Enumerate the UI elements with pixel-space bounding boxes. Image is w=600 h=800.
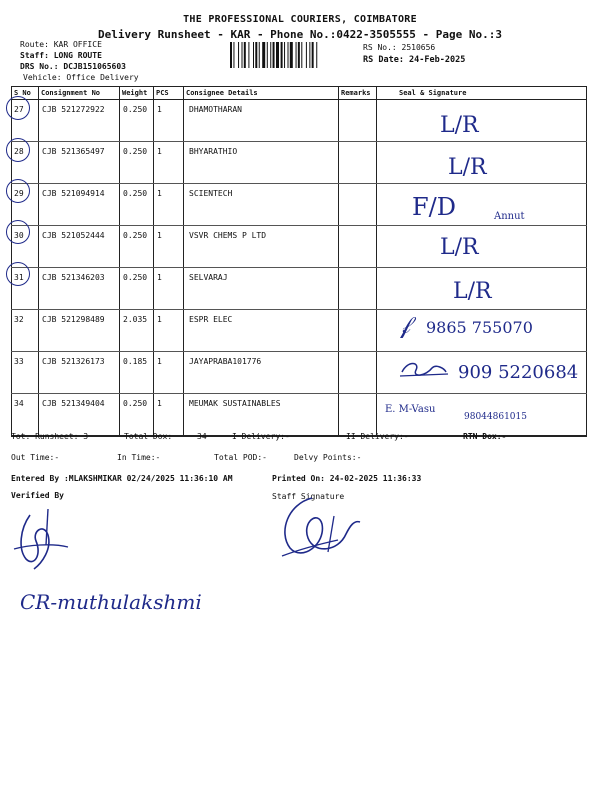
row-consignment: CJB 521349404	[39, 394, 120, 437]
row-consignee: DHAMOTHARAN	[184, 100, 339, 142]
table-row	[12, 100, 587, 142]
barcode-bar	[242, 42, 243, 68]
handwritten-name: E. M-Vasu	[385, 404, 436, 415]
printed-on: Printed On: 24-02-2025 11:36:33	[272, 474, 422, 483]
table-row	[12, 142, 587, 184]
barcode-bar	[267, 42, 268, 68]
row-circle-mark	[6, 220, 30, 244]
row-consignee: BHYARATHIO	[184, 142, 339, 184]
column-header-remarks: Remarks	[339, 87, 377, 100]
barcode-bar	[316, 42, 317, 68]
barcode-bar	[244, 42, 246, 68]
row-remarks	[339, 394, 377, 437]
barcode-bar	[301, 42, 302, 68]
row-consignment: CJB 521052444	[39, 226, 120, 268]
row-consignee: JAYAPRABA101776	[184, 352, 339, 394]
out-time: Out Time:-	[11, 453, 60, 462]
handwritten-name: Annut	[494, 211, 525, 222]
total-dox-label: Total Dox:	[124, 432, 173, 441]
route-label: Route: KAR OFFICE	[20, 40, 102, 49]
row-sno: 29	[12, 184, 39, 226]
row-remarks	[339, 226, 377, 268]
row-circle-mark	[6, 262, 30, 286]
column-header-weight: Weight	[120, 87, 154, 100]
row-consignee: MEUMAK SUSTAINABLES	[184, 394, 339, 437]
row-pcs: 1	[154, 100, 184, 142]
row-weight: 0.250	[120, 184, 154, 226]
row-sno: 32	[12, 310, 39, 352]
column-header-sno: S No	[12, 87, 39, 100]
delvy-points: Delvy Points:-	[294, 453, 362, 462]
handwritten-remark: L/R	[440, 113, 479, 138]
handwritten-remark: L/R	[440, 235, 479, 260]
staff-label: Staff: LONG ROUTE	[20, 51, 102, 60]
row-sno: 30	[12, 226, 39, 268]
row-consignment: CJB 521272922	[39, 100, 120, 142]
barcode-bar	[312, 42, 314, 68]
total-pod: Total POD:-	[214, 453, 267, 462]
row-remarks	[339, 184, 377, 226]
staff-signature-label: Staff Signature	[272, 492, 345, 501]
barcode-bar	[296, 42, 297, 68]
row-remarks	[339, 352, 377, 394]
rs-date: RS Date: 24-Feb-2025	[363, 55, 466, 65]
in-time: In Time:-	[117, 453, 161, 462]
barcode-bar	[306, 42, 307, 68]
barcode-bar	[298, 42, 300, 68]
barcode-bar	[230, 42, 232, 68]
rtn-dox: RTN Dox:-	[463, 432, 507, 441]
handwritten-phone: 9865 755070	[426, 318, 533, 337]
column-header-consignment: Consignment No	[39, 87, 120, 100]
row-signature	[377, 100, 587, 142]
barcode	[230, 42, 352, 68]
barcode-bar	[273, 42, 275, 68]
row-consignee: ESPR ELEC	[184, 310, 339, 352]
row-sno: 33	[12, 352, 39, 394]
barcode-bar	[238, 42, 239, 68]
table-header-row	[12, 87, 587, 100]
row-pcs: 1	[154, 184, 184, 226]
i-delivery: I Delivery:-	[232, 432, 290, 441]
barcode-bar	[290, 42, 293, 68]
verifier-signature	[8, 505, 78, 575]
row-remarks	[339, 100, 377, 142]
row-consignment: CJB 521094914	[39, 184, 120, 226]
rs-number: RS No.: 2510656	[363, 43, 436, 52]
handwritten-remark: F/D	[412, 193, 456, 221]
row-pcs: 1	[154, 310, 184, 352]
barcode-bar	[262, 42, 265, 68]
column-header-consignee: Consignee Details	[184, 87, 339, 100]
row-weight: 0.250	[120, 268, 154, 310]
row-pcs: 1	[154, 142, 184, 184]
tot-runsheet: Tot. Runsheet: 3	[11, 432, 89, 441]
row-consignee: VSVR CHEMS P LTD	[184, 226, 339, 268]
runsheet-table	[11, 86, 587, 437]
row-sno: 28	[12, 142, 39, 184]
staff-signature	[268, 492, 368, 572]
row-circle-mark	[6, 138, 30, 162]
column-header-pcs: PCS	[154, 87, 184, 100]
row-consignee: SELVARAJ	[184, 268, 339, 310]
row-remarks	[339, 142, 377, 184]
row-pcs: 1	[154, 268, 184, 310]
handwritten-phone: 909 5220684	[458, 362, 579, 383]
row-consignment: CJB 521298489	[39, 310, 120, 352]
verified-by-label: Verified By	[11, 491, 64, 500]
handwritten-remark: L/R	[453, 279, 492, 304]
row-consignment: CJB 521365497	[39, 142, 120, 184]
row-weight: 0.250	[120, 100, 154, 142]
column-header-signature: Seal & Signature	[377, 87, 587, 100]
barcode-bar	[288, 42, 289, 68]
barcode-bar	[276, 42, 279, 68]
total-dox-value: 34	[197, 432, 207, 441]
handwritten-signature: 𝒻	[400, 311, 411, 339]
runsheet-title: Delivery Runsheet - KAR - Phone No.:0422-3505555 - Page No.:3	[98, 28, 502, 41]
barcode-bar	[253, 42, 254, 68]
ii-delivery: II Delivery:-	[346, 432, 409, 441]
row-consignment: CJB 521326173	[39, 352, 120, 394]
handwritten-phone: 98044861015	[464, 412, 527, 422]
row-remarks	[339, 310, 377, 352]
row-sno: 27	[12, 100, 39, 142]
barcode-bar	[259, 42, 260, 68]
barcode-bar	[255, 42, 257, 68]
handwritten-signature	[398, 358, 450, 382]
barcode-bar	[248, 42, 249, 68]
row-signature	[377, 226, 587, 268]
row-remarks	[339, 268, 377, 310]
vehicle-label: Vehicle: Office Delivery	[23, 73, 139, 82]
row-pcs: 1	[154, 352, 184, 394]
barcode-bar	[270, 42, 271, 68]
row-consignment: CJB 521346203	[39, 268, 120, 310]
row-consignee: SCIENTECH	[184, 184, 339, 226]
row-weight: 2.035	[120, 310, 154, 352]
drs-number: DRS No.: DCJB151065603	[20, 62, 126, 71]
row-signature	[377, 184, 587, 226]
row-weight: 0.250	[120, 226, 154, 268]
barcode-bar	[281, 42, 283, 68]
verifier-name-handwritten: CR-muthulakshmi	[20, 590, 202, 614]
table-row	[12, 268, 587, 310]
barcode-bar	[284, 42, 285, 68]
handwritten-remark: L/R	[448, 155, 487, 180]
company-name: THE PROFESSIONAL COURIERS, COIMBATORE	[183, 14, 417, 25]
row-weight: 0.250	[120, 142, 154, 184]
table-row	[12, 226, 587, 268]
barcode-bar	[233, 42, 234, 68]
barcode-bar	[309, 42, 310, 68]
row-pcs: 1	[154, 394, 184, 437]
row-sno: 31	[12, 268, 39, 310]
row-sno: 34	[12, 394, 39, 437]
row-circle-mark	[6, 179, 30, 203]
row-pcs: 1	[154, 226, 184, 268]
entered-by: Entered By :MLAKSHMIKAR 02/24/2025 11:36:10 AM	[11, 474, 233, 483]
row-circle-mark	[6, 96, 30, 120]
row-weight: 0.250	[120, 394, 154, 437]
row-weight: 0.185	[120, 352, 154, 394]
